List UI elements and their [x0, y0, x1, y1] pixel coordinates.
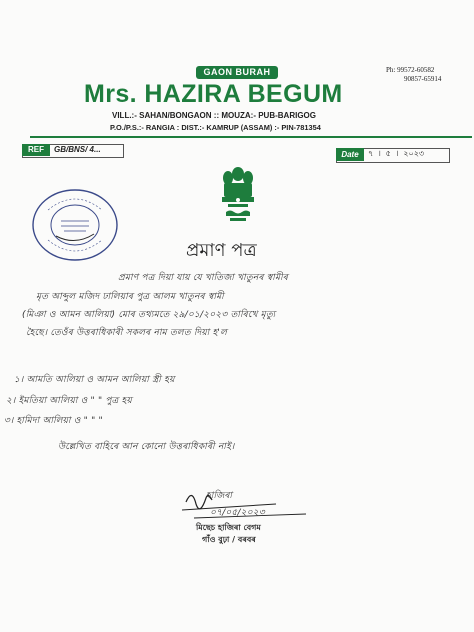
round-seal-icon — [28, 186, 122, 264]
phone-1: Ph: 99572-60582 — [386, 66, 435, 74]
body-line-4: হৈছে। তেওঁৰ উত্তৰাধিকাৰী সকলৰ নাম তলত দিয়া হ'ল — [26, 328, 228, 338]
ref-label: REF — [22, 144, 50, 156]
closing-line: উল্লেখিত বাহিৰে আন কোনো উত্তৰাধিকাৰী নাই। — [58, 442, 235, 452]
heir-line-2: ২। ইমতিয়া আলিয়া ও " " পুত্ৰ হয় — [6, 396, 132, 406]
heir-line-1: ১। আমতি আলিয়া ও আমন আলিয়া স্ত্ৰী হয় — [14, 375, 175, 385]
name-stamp — [196, 522, 316, 546]
gaon-burah-badge: GAON BURAH — [196, 66, 278, 79]
phone-2: 90857-65914 — [404, 75, 442, 83]
header-divider — [30, 136, 472, 138]
letterhead-name: Mrs. HAZIRA BEGUM — [84, 80, 343, 108]
address-line-1: VILL.:- SAHAN/BONGAON :: MOUZA:- PUB-BARIGOG — [112, 111, 316, 120]
body-line-2: মৃত আব্দুল মজিদ ঢালিয়াৰ পুত্ৰ আলম খাতুনৰ স্বামী — [36, 292, 224, 302]
signature-scribble: হাজিৰা — [206, 491, 233, 501]
national-emblem-icon — [214, 164, 262, 226]
address-line-2: P.O./P.S.:- RANGIA : DIST.:- KAMRUP (ASSAM) :- PIN-781354 — [110, 123, 321, 132]
heir-line-3: ৩। হামিদা আলিয়া ও " " " — [4, 416, 103, 426]
body-line-1: প্ৰমাণ পত্ৰ দিয়া যায় যে খাতিজা খাতুনৰ স্বামীৰ — [118, 273, 289, 283]
date-label: Date — [336, 148, 364, 161]
stamp-line-2: গাঁও বুঢ়া / বৰবৰ — [202, 535, 256, 544]
ref-value: GB/BNS/ 4... — [54, 145, 101, 154]
body-line-3: (মিঞা ও আমন আলিয়া) মোৰ তথ্যমতে ২৯/০১/২০২৩ তাৰিখে মৃত্যু — [22, 310, 276, 320]
stamp-line-1: মিছেচ হাজিৰা বেগম — [196, 523, 261, 532]
document-title: প্রমাণ পত্র — [186, 240, 257, 261]
signature-date: ০৭/০৫/২০২৩ — [210, 508, 265, 518]
date-value: ৭ । ৫ । ২০২৩ — [368, 150, 425, 159]
